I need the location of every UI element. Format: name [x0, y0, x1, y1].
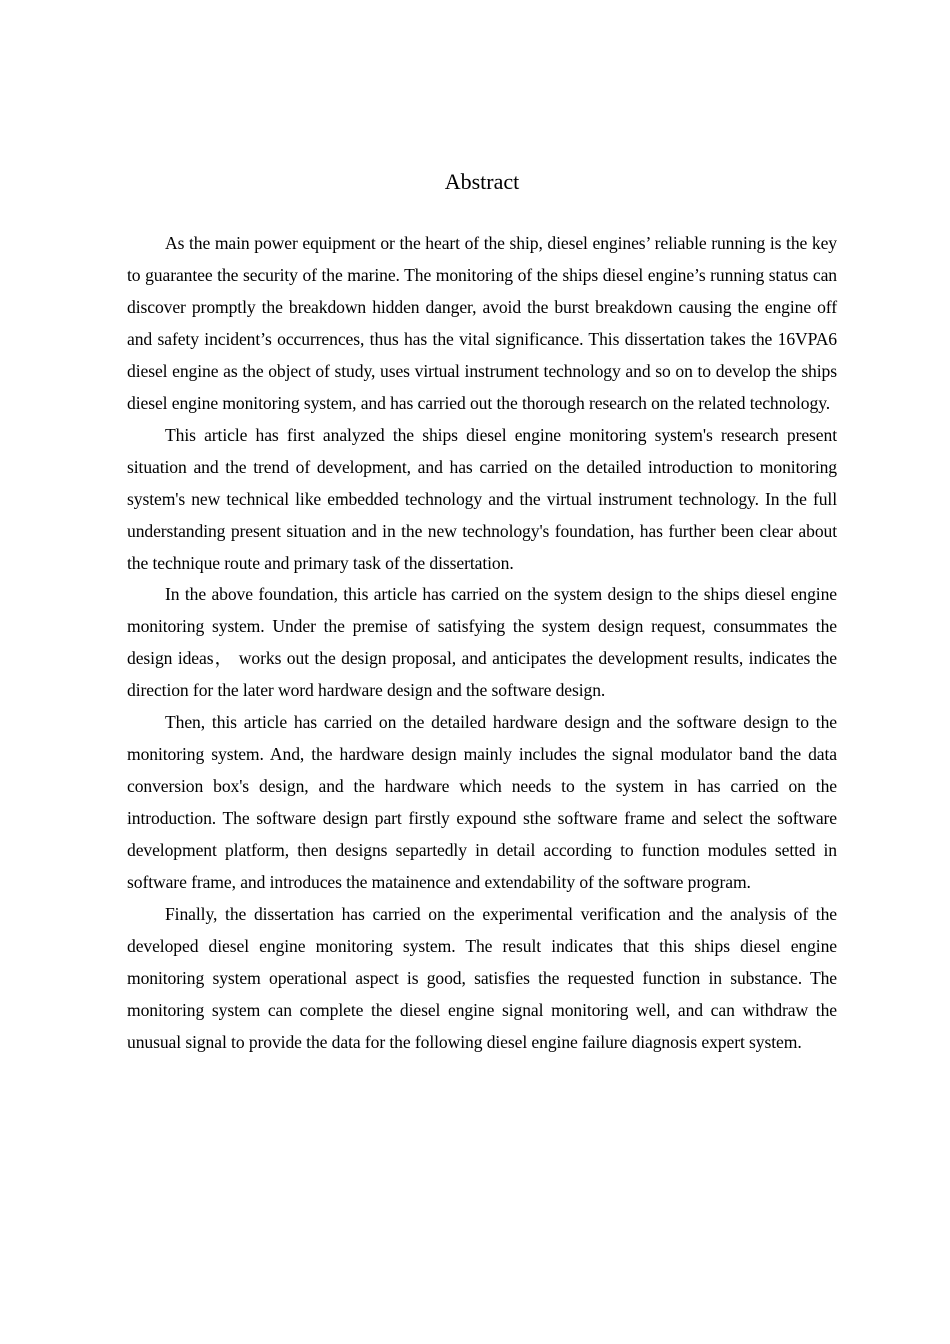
abstract-paragraph-3: In the above foundation, this article has carried on the system design to the ships diesel engine monitoring system. Under the premise of satisfying the system design request, consummates the design ideas， works out the design proposal, and anticipates the development results, indicates the direction for the later word hardware design and the software design. — [127, 584, 837, 701]
abstract-paragraph-1: As the main power equipment or the heart of the ship, diesel engines’ reliable running is the key to guarantee the security of the marine. The monitoring of the ships diesel engine’s running status can discover promptly the breakdown hidden danger, avoid the burst breakdown causing the engine off and safety incident’s occurrences, thus has the vital significance. This dissertation takes the 16VPA6 diesel engine as the object of study, uses virtual instrument technology and so on to develop the ships diesel engine monitoring system, and has carried out the thorough research on the related technology. — [127, 233, 837, 413]
abstract-paragraph-2: This article has first analyzed the ships diesel engine monitoring system's research present situation and the trend of development, and has carried on the detailed introduction to monitoring system's new technical like embedded technology and the virtual instrument technology. In the full understanding present situation and in the new technology's foundation, has further been clear about the technique route and primary task of the dissertation. — [127, 424, 837, 573]
abstract-title: Abstract — [444, 169, 520, 194]
abstract-paragraph-5: Finally, the dissertation has carried on the experimental verification and the analysis of the developed diesel engine monitoring system. The result indicates that this ships diesel engine monitoring system operational aspect is good, satisfies the requested function in substance. The monitoring system can complete the diesel engine signal monitoring well, and can withdraw the unusual signal to provide the data for the following diesel engine failure diagnosis expert system. — [127, 904, 837, 1052]
abstract-paragraph-4: Then, this article has carried on the detailed hardware design and the software design to the monitoring system. And, the hardware design mainly includes the signal modulator band the data conversion box's design, and the hardware which needs to the system in has carried on the introduction. The software design part firstly expound sthe software frame and select the software development platform, then designs separtedly in detail according to function modules setted in software frame, and introduces the matainence and extendability of the software program. — [127, 712, 837, 893]
abstract-body — [127, 228, 837, 1059]
